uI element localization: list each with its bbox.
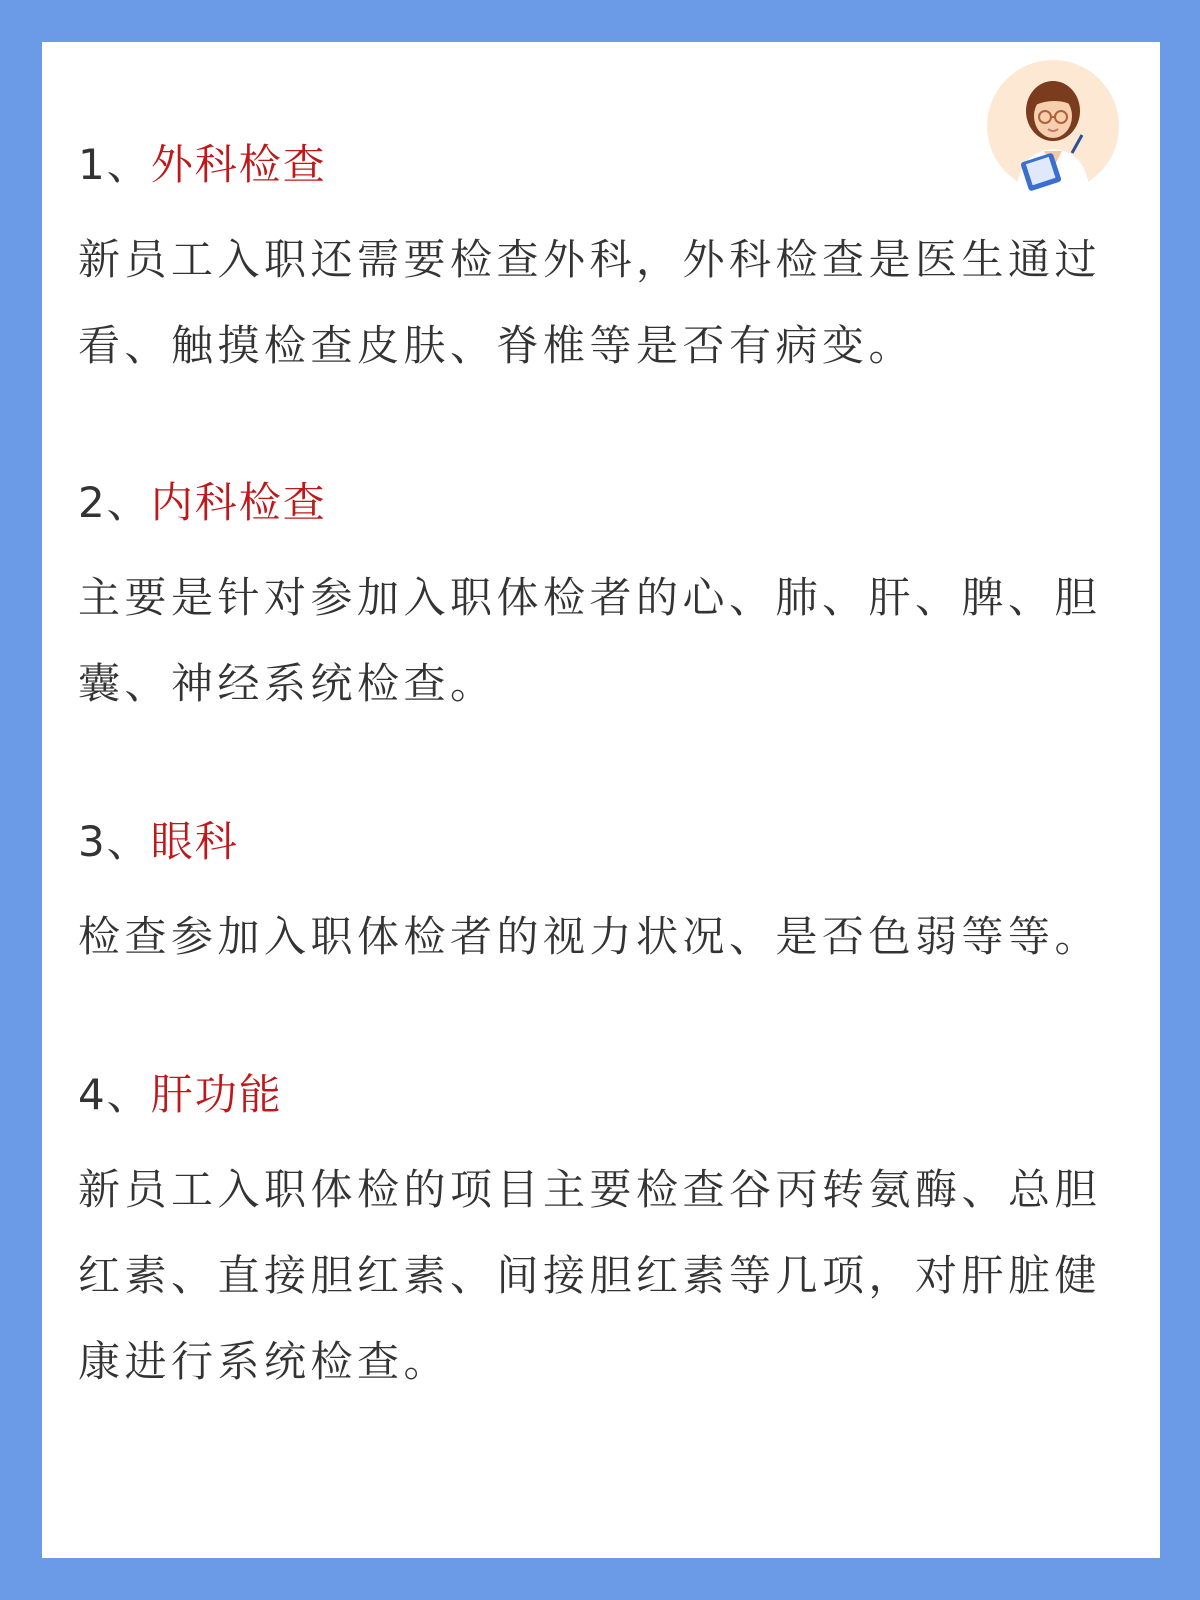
section-body: [78, 894, 1128, 980]
section-title: 外科检查: [150, 140, 327, 189]
body-line: 康进行系统检查。: [78, 1337, 451, 1386]
section-liver-function: [78, 1070, 1128, 1405]
section-heading: [78, 478, 1128, 528]
section-body: [78, 555, 1128, 727]
body-line: 看、触摸检查皮肤、脊椎等是否有病变。: [78, 321, 916, 370]
section-title: 内科检查: [150, 478, 327, 527]
section-heading: [78, 1070, 1128, 1120]
section-number: 2、: [78, 478, 151, 527]
body-line: 红素、直接胆红素、间接胆红素等几项，对肝脏健: [78, 1251, 1102, 1300]
body-line: 检查参加入职体检者的视力状况、是否色弱等等。: [78, 912, 1102, 961]
content-card: [42, 42, 1160, 1558]
section-heading: [78, 817, 1128, 867]
body-line: 主要是针对参加入职体检者的心、肺、肝、脾、胆: [78, 573, 1102, 622]
section-number: 4、: [78, 1070, 151, 1119]
section-internal-exam: [78, 478, 1128, 727]
section-number: 1、: [78, 140, 151, 189]
body-line: 囊、神经系统检查。: [78, 659, 497, 708]
section-eye-exam: [78, 817, 1128, 980]
section-surgical-exam: [78, 140, 1128, 389]
section-number: 3、: [78, 817, 151, 866]
section-title: 眼科: [150, 817, 239, 866]
section-body: [78, 1147, 1128, 1405]
section-title: 肝功能: [150, 1070, 283, 1119]
body-line: 新员工入职还需要检查外科，外科检查是医生通过: [78, 235, 1102, 284]
section-heading: [78, 140, 1128, 190]
section-body: [78, 217, 1128, 389]
body-line: 新员工入职体检的项目主要检查谷丙转氨酶、总胆: [78, 1165, 1102, 1214]
